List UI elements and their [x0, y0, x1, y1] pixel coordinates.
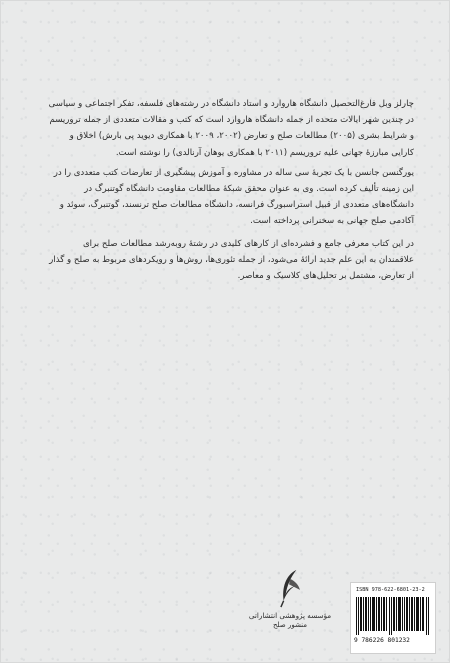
isbn-text: ISBN 978-622-6801-23-2: [356, 587, 425, 593]
publisher-logo: [248, 568, 332, 648]
publisher-subname: منشور صلح: [272, 621, 308, 629]
publisher-name: مؤسسه پژوهشی انتشاراتی: [248, 611, 332, 620]
barcode-bars: [356, 597, 430, 635]
author-bio-paragraph-2: یورگنسن جانسن با یک تجربهٔ سی ساله در مشاوره و آموزش پیشگیری از تعارضات کتب متعددی را در این زمینه تألیف کرده است. وی به عنوان محقق شبکهٔ مطالعات مقاومت دانشگاه گوتنبرگ در دانشگاه‌های متعددی از قبیل استراسبورگ فرانسه، دانشگاه مطالعات صلح ترنسند، گوتنبرگ، سوئد و آکادمی صلح جهانی به سخنرانی پرداخته است.: [53, 167, 414, 227]
barcode: [350, 582, 436, 654]
book-summary-paragraph: در این کتاب معرفی جامع و فشرده‌ای از کارهای کلیدی در رشتهٔ رو‌به‌رشد مطالعات صلح برای علاقمندان به این علم جدید ارائهٔ می‌شود، از جمله تئوری‌ها، روش‌ها و رویکردهای مربوط به صلح و گذار از تعارض، مشتمل بر تحلیل‌های کلاسیک و معاصر.: [49, 238, 414, 282]
author-bio-paragraph-1: چارلز وبل فارغ‌التحصیل دانشگاه هاروارد و استاد دانشگاه در رشته‌های فلسفه، تفکر اجتماعی و سیاسی در چندین شهر ایالات متحده از جمله دانشگاه هاروارد است که کتب و مقالات متعددی از جمله تروریسم و شرایط بشری (۲۰۰۵) مطالعات صلح و تعارض (۲۰۰۲، ۲۰۰۹ با همکاری دیوید پی بارش) اخلاق و کارایی مبارزهٔ جهانی علیه تروریسم (۲۰۱۱ با همکاری یوهان آرنالدی) را نوشته است.: [48, 99, 414, 158]
ean-number: 9 786226 801232: [354, 637, 410, 644]
back-cover-text: [48, 96, 414, 284]
feather-logo-icon: [276, 568, 304, 608]
